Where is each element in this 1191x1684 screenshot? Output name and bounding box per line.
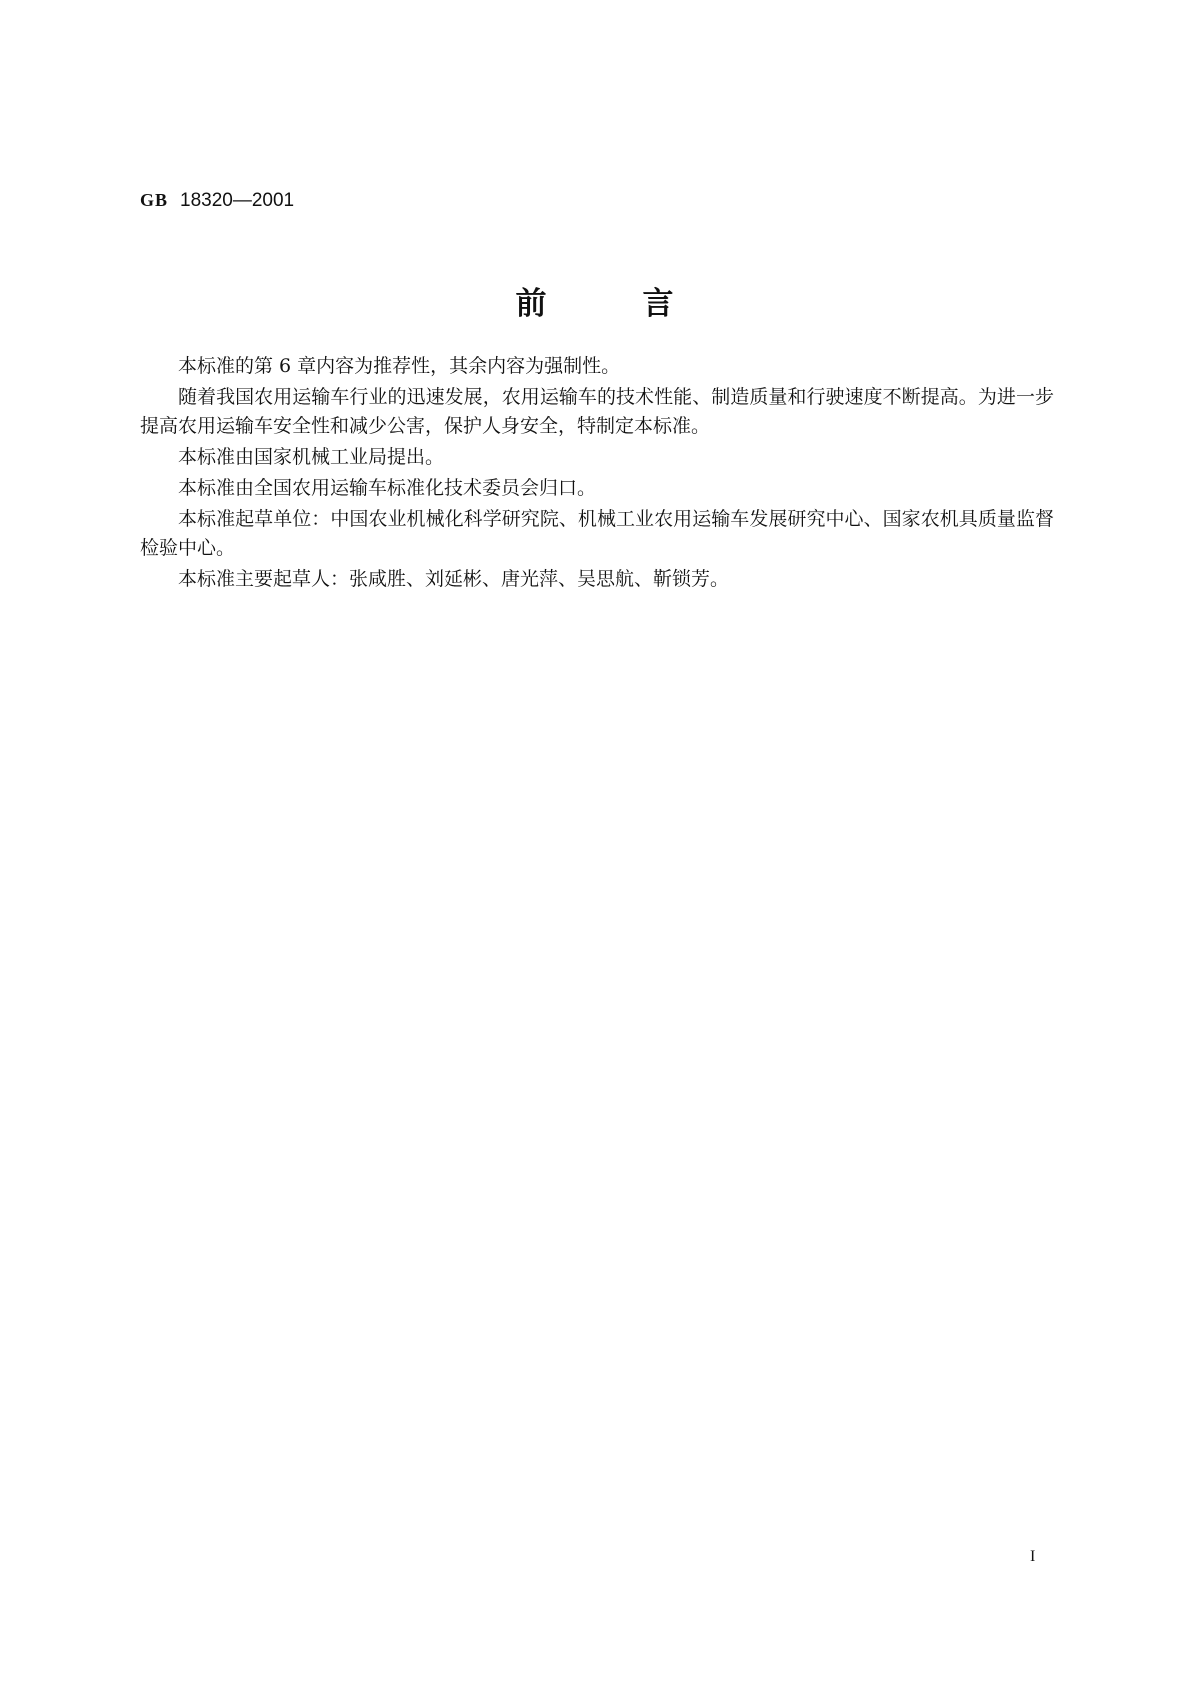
title-char-2: 言 — [642, 286, 676, 322]
paragraph: 随着我国农用运输车行业的迅速发展，农用运输车的技术性能、制造质量和行驶速度不断提高。为进一步提高农用运输车安全性和减少公害，保护人身安全，特制定本标准。 — [140, 386, 1054, 437]
paragraph: 本标准主要起草人：张咸胜、刘延彬、唐光萍、吴思航、靳锁芳。 — [178, 568, 730, 590]
paragraph: 本标准由国家机械工业局提出。 — [178, 446, 445, 468]
paragraph: 本标准的第 6 章内容为推荐性，其余内容为强制性。 — [178, 355, 621, 377]
standard-prefix: GB — [140, 190, 169, 210]
document-header — [140, 190, 294, 216]
paragraph: 本标准由全国农用运输车标准化技术委员会归口。 — [178, 477, 597, 499]
standard-number: 18320—2001 — [180, 190, 295, 211]
paragraph: 本标准起草单位：中国农业机械化科学研究院、机械工业农用运输车发展研究中心、国家农机具质量监督检验中心。 — [140, 508, 1054, 559]
page-number: I — [1030, 1548, 1036, 1565]
foreword-body — [140, 352, 1054, 596]
title-char-1: 前 — [515, 286, 549, 322]
page-title — [0, 278, 1191, 323]
